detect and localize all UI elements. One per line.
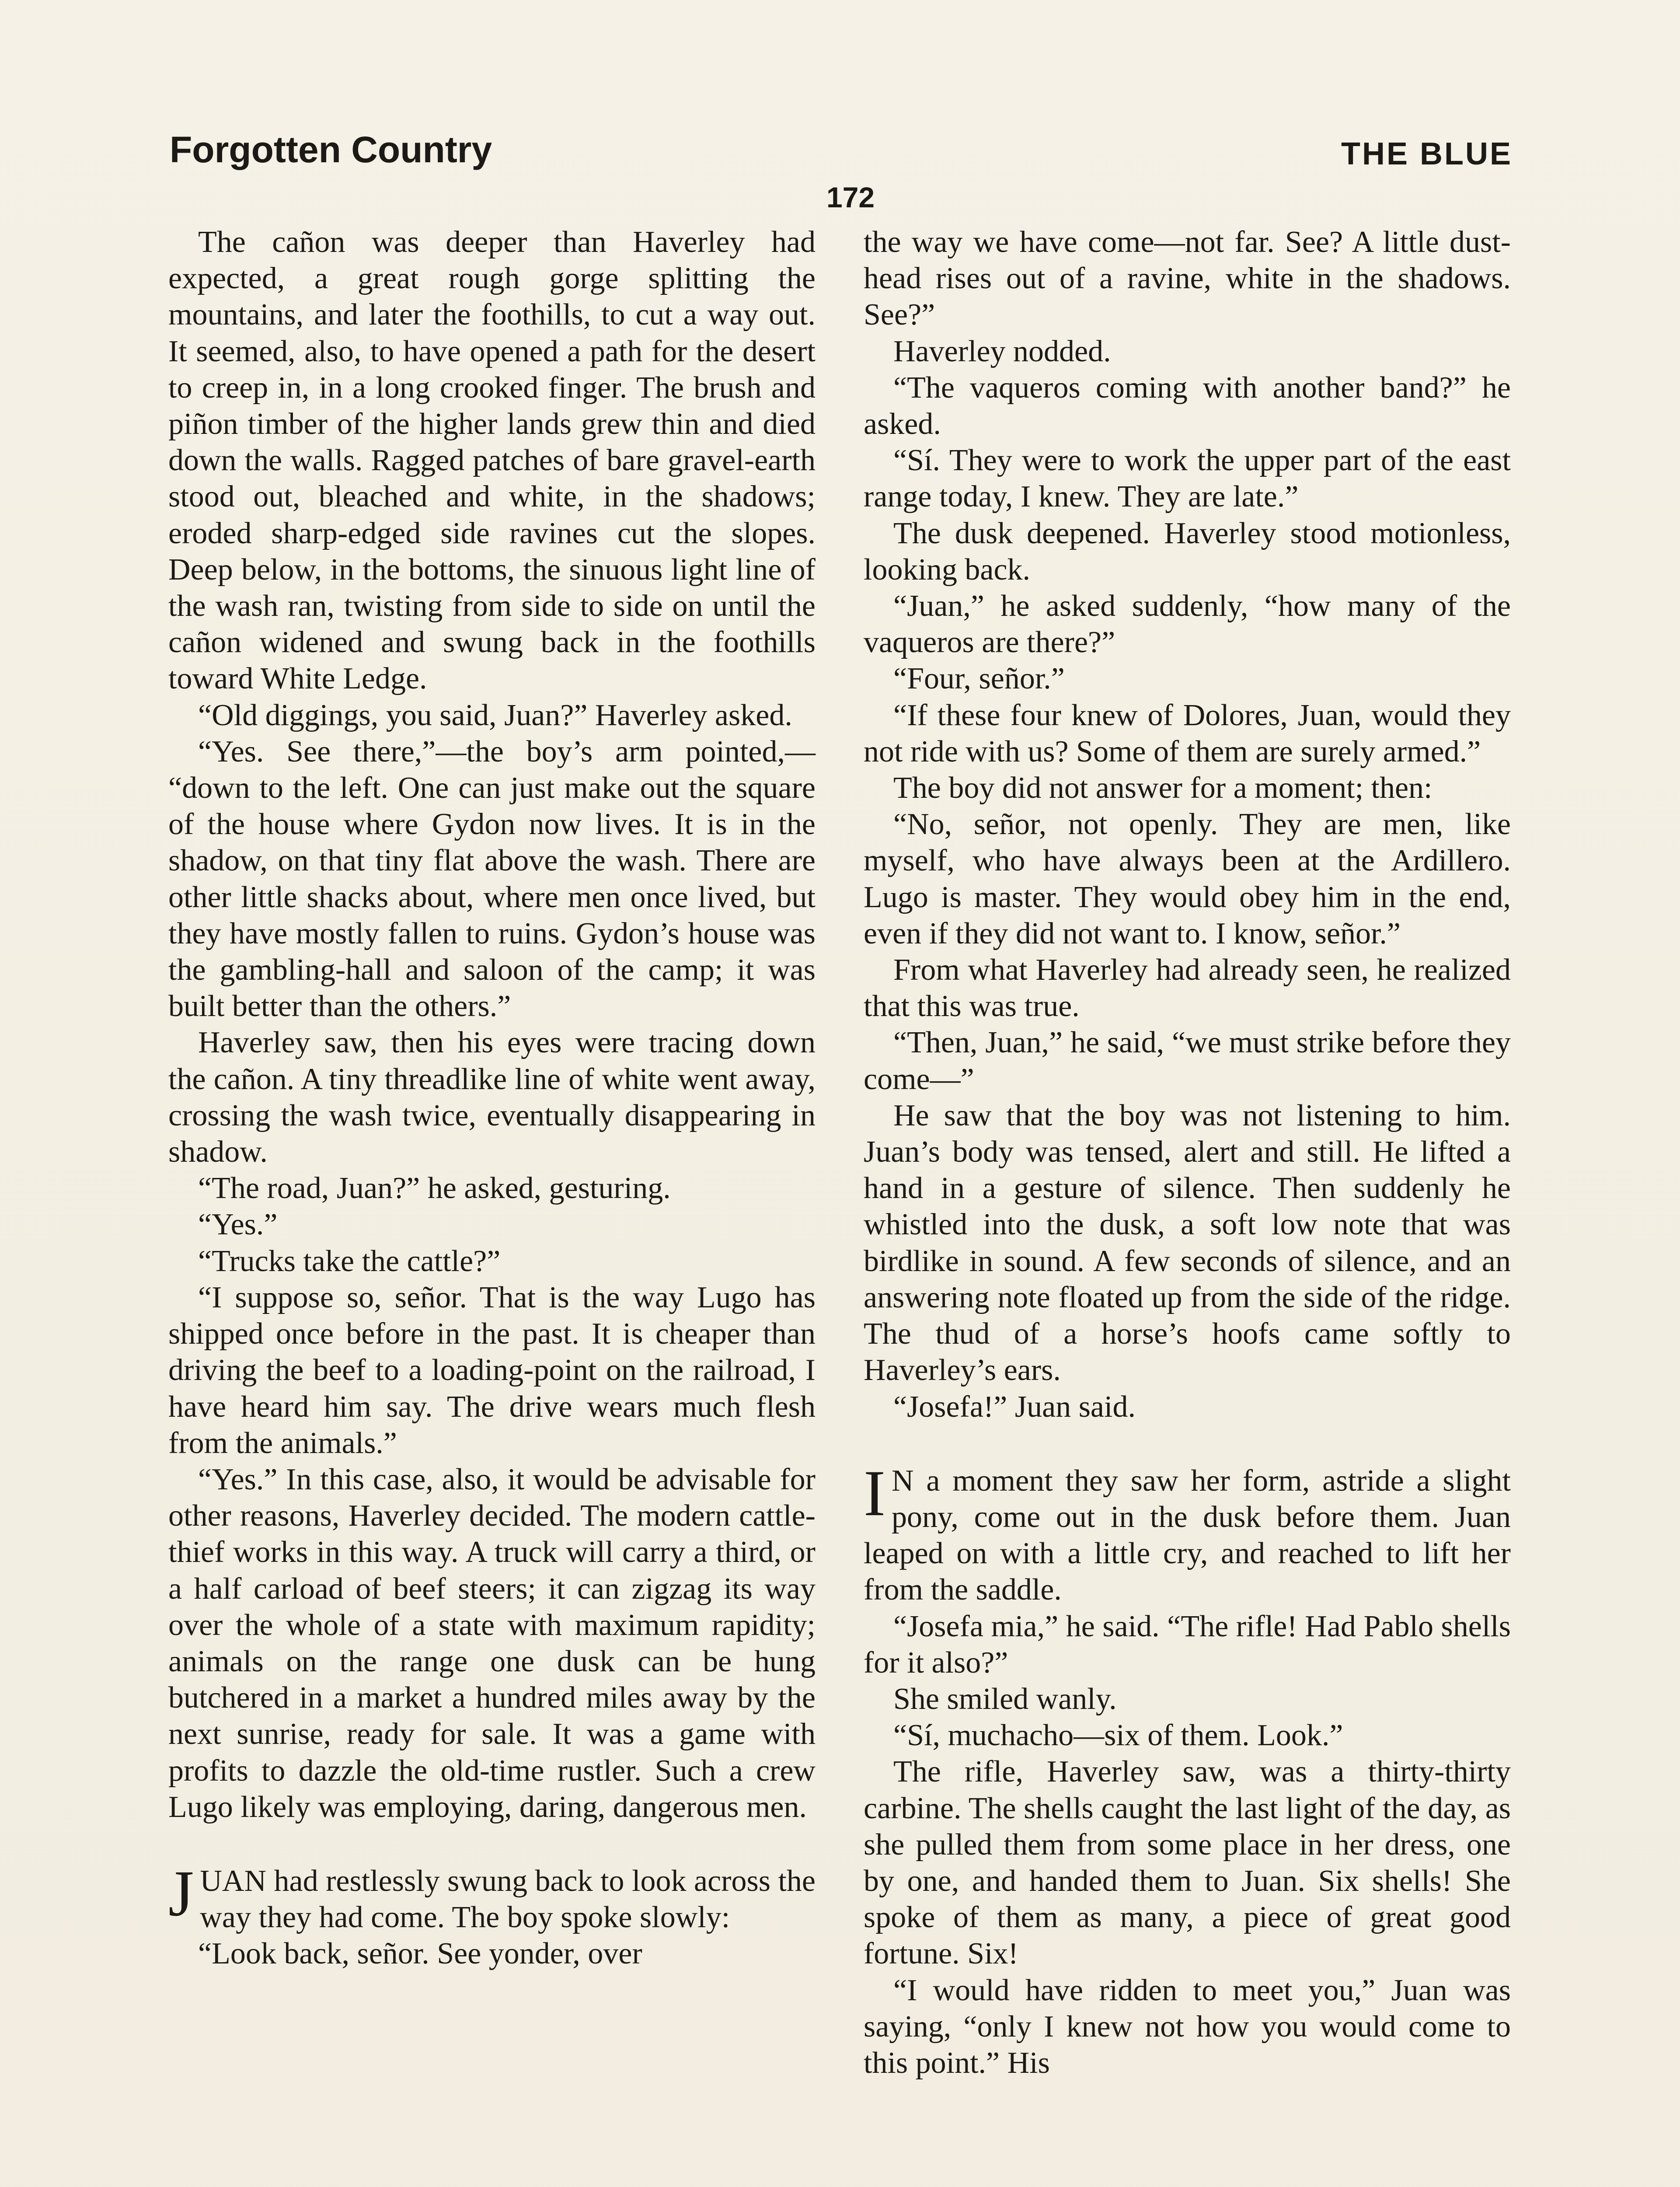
paragraph: “No, señor, not openly. They are men, like myself, who have always been at the Ardillero. Lugo is master. They would obey him in the end, even if they did not want to. I know, señor.” <box>864 807 1511 950</box>
paragraph: “Look back, señor. See yonder, over <box>198 1937 642 1971</box>
paragraph: “The road, Juan?” he asked, gesturing. <box>198 1171 671 1205</box>
paragraph: The dusk deepened. Haverley stood motionless, looking back. <box>864 516 1511 587</box>
drop-cap: I <box>864 1457 885 1530</box>
paragraph: The rifle, Haverley saw, was a thirty-thirty carbine. The shells caught the last light of the day, as she pulled them from some place in her dress, one by one, and handed them to Juan. Six shells! She spoke of them as many, a piece of great good fortune. Six! <box>864 1755 1511 1971</box>
right-column <box>864 224 1511 2081</box>
section-break <box>168 1825 816 1863</box>
section-opening-paragraph <box>168 1857 816 1935</box>
paragraph-text: UAN had restlessly swung back to look across the way they had come. The boy spoke slowly: <box>200 1864 816 1935</box>
paragraph: “Yes. See there,”—the boy’s arm pointed,— “down to the left. One can just make out the square of the house where Gydon now lives. It is in the shadow, on that tiny flat above the wash. There are other little shacks about, where men once lived, but they have mostly fallen to ruins. Gydon’s house was the gambling-hall and saloon of the camp; it was built better than the others.” <box>168 734 816 1024</box>
paragraph: She smiled wanly. <box>893 1682 1117 1716</box>
paragraph: “Yes.” In this case, also, it would be advisable for other reasons, Haverley decided. The modern cattle-thief works in this way. A truck will carry a third, or a half carload of beef steers; it can zigzag its way over the whole of a state with maximum rapidity; animals on the range one dusk can be hung butchered in a market a hundred miles away by the next sunrise, ready for sale. It was a game with profits to dazzle the old-time rustler. Such a crew Lugo likely was employing, daring, dangerous men. <box>168 1462 816 1824</box>
paragraph: “I would have ridden to meet you,” Juan was saying, “only I knew not how you would come to this point.” His <box>864 1973 1511 2080</box>
section-break <box>864 1425 1511 1463</box>
paragraph: “The vaqueros coming with another band?” he asked. <box>864 370 1511 441</box>
paragraph: “Sí, muchacho—six of them. Look.” <box>893 1719 1343 1753</box>
paragraph: Haverley saw, then his eyes were tracing down the cañon. A tiny threadlike line of white went away, crossing the wash twice, eventually disappearing in shadow. <box>168 1026 816 1169</box>
paragraph: From what Haverley had already seen, he realized that this was true. <box>864 953 1511 1024</box>
paragraph: The boy did not answer for a moment; then: <box>893 771 1433 805</box>
paragraph: “Old diggings, you said, Juan?” Haverley asked. <box>198 698 792 732</box>
paragraph: the way we have come—not far. See? A little dust-head rises out of a ravine, white in the shadows. See?” <box>864 225 1511 332</box>
magazine-name: THE BLUE <box>1341 136 1513 171</box>
page-number: 172 <box>826 181 875 213</box>
paragraph: The cañon was deeper than Haverley had expected, a great rough gorge splitting the mountains, and later the foothills, to cut a way out. It seemed, also, to have opened a path for the desert to creep in, in a long crooked finger. The brush and piñon timber of the higher lands grew thin and died down the walls. Ragged patches of bare gravel-earth stood out, bleached and white, in the shadows; eroded sharp-edged side ravines cut the slopes. Deep below, in the bottoms, the sinuous light line of the wash ran, twisting from side to side on until the cañon widened and swung back in the foothills toward White Ledge. <box>168 225 816 696</box>
paragraph: “Trucks take the cattle?” <box>198 1244 501 1278</box>
paragraph: “Sí. They were to work the upper part of the east range today, I knew. They are late.” <box>864 444 1511 514</box>
section-opening-paragraph <box>864 1457 1511 1608</box>
paragraph: “Four, señor.” <box>893 662 1065 696</box>
drop-cap: J <box>168 1857 194 1930</box>
paragraph-text: N a moment they saw her form, astride a slight pony, come out in the dusk before them. Juan leaped on with a little cry, and reached to lift her from the saddle. <box>864 1464 1511 1607</box>
paragraph: “Then, Juan,” he said, “we must strike before they come—” <box>864 1026 1511 1096</box>
paragraph: Haverley nodded. <box>893 334 1111 368</box>
story-title: Forgotten Country <box>170 129 492 170</box>
paragraph: “Josefa mia,” he said. “The rifle! Had Pablo shells for it also?” <box>864 1609 1511 1680</box>
paragraph: “Yes.” <box>198 1208 278 1242</box>
paragraph: “Josefa!” Juan said. <box>893 1390 1136 1424</box>
paragraph: “I suppose so, señor. That is the way Lugo has shipped once before in the past. It is cheaper than driving the beef to a loading-point on the railroad, I have heard him say. The drive wears much flesh from the animals.” <box>168 1280 816 1460</box>
left-column <box>168 224 816 1972</box>
paragraph: “Juan,” he asked suddenly, “how many of the vaqueros are there?” <box>864 589 1511 660</box>
paragraph: “If these four knew of Dolores, Juan, would they not ride with us? Some of them are surely armed.” <box>864 698 1511 769</box>
paragraph: He saw that the boy was not listening to him. Juan’s body was tensed, alert and still. He lifted a hand in a gesture of silence. Then suddenly he whistled into the dusk, a soft low note that was birdlike in sound. A few seconds of silence, and an answering note floated up from the side of the ridge. The thud of a horse’s hoofs came softly to Haverley’s ears. <box>864 1098 1511 1387</box>
